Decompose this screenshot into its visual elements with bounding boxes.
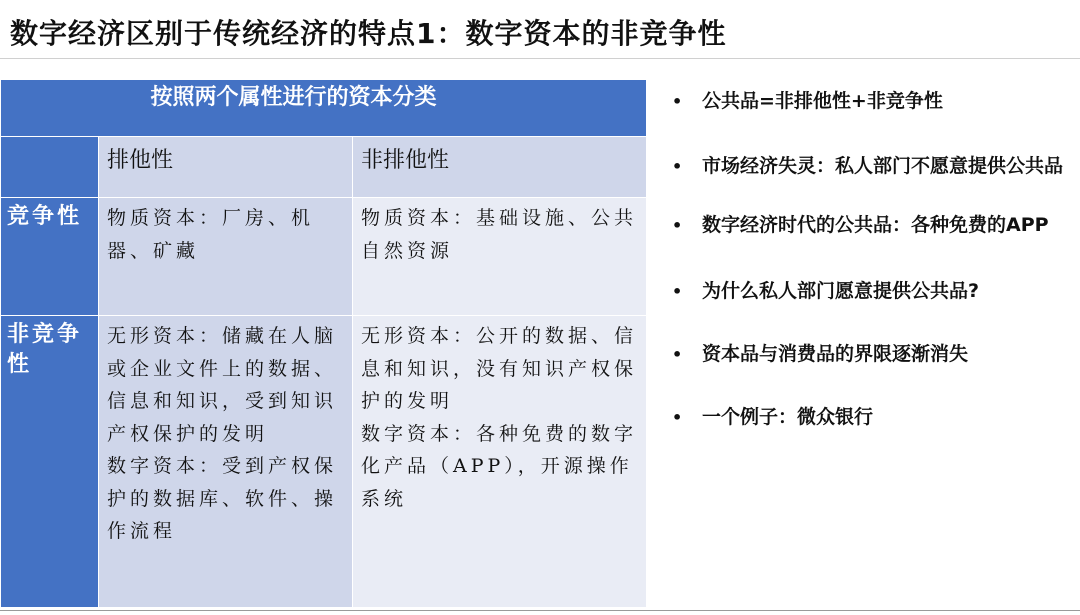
- bullet-text: 数字经济时代的公共品：各种免费的APP: [702, 214, 1049, 236]
- bullet-dot-icon: •: [672, 92, 683, 111]
- slide-title: 数字经济区别于传统经济的特点1：数字资本的非竞争性: [10, 17, 727, 50]
- cell-non-rival-exclusive: 无形资本：储藏在人脑或企业文件上的数据、信息和知识，受到知识产权保护的发明 数字资本：受到产权保护的数据库、软件、操作流程: [99, 316, 353, 608]
- table-corner-cell: [1, 137, 99, 198]
- bullet-item: [672, 88, 1067, 115]
- bullet-item: [672, 153, 1067, 180]
- bullet-list: [672, 88, 1067, 431]
- bullet-dot-icon: •: [672, 157, 683, 176]
- title-divider: [0, 58, 1080, 59]
- cell-non-rival-non-exclusive: 无形资本：公开的数据、信息和知识，没有知识产权保护的发明 数字资本：各种免费的数字化产品（APP），开源操作系统: [353, 316, 647, 608]
- bullet-item: [672, 341, 1067, 368]
- row-header-non-rival: 非竞争性: [1, 316, 99, 608]
- row-header-rival: 竞争性: [1, 198, 99, 316]
- bullet-text: 资本品与消费品的界限逐渐消失: [702, 343, 969, 365]
- table-header: [1, 80, 647, 137]
- bullet-item: [672, 212, 1067, 239]
- bullet-item: [672, 278, 1067, 305]
- bullet-text: 市场经济失灵：私人部门不愿意提供公共品: [702, 155, 1064, 177]
- bullet-text: 为什么私人部门愿意提供公共品?: [702, 280, 980, 302]
- bottom-divider: [0, 610, 1080, 611]
- bullet-text: 一个例子：微众银行: [702, 406, 874, 428]
- col-header-exclusive: 排他性: [99, 137, 353, 198]
- col-header-non-exclusive: 非排他性: [353, 137, 647, 198]
- table-header-label: 按照两个属性进行的资本分类: [150, 85, 437, 110]
- cell-rival-non-exclusive: 物质资本：基础设施、公共自然资源: [353, 198, 647, 316]
- cell-rival-exclusive: 物质资本：厂房、机器、矿藏: [99, 198, 353, 316]
- bullet-text: 公共品=非排他性+非竞争性: [702, 90, 943, 112]
- bullet-dot-icon: •: [672, 408, 683, 427]
- bullet-item: [672, 404, 1067, 431]
- capital-classification-table: [0, 79, 647, 608]
- bullet-dot-icon: •: [672, 216, 683, 235]
- bullet-dot-icon: •: [672, 345, 683, 364]
- bullet-dot-icon: •: [672, 282, 683, 301]
